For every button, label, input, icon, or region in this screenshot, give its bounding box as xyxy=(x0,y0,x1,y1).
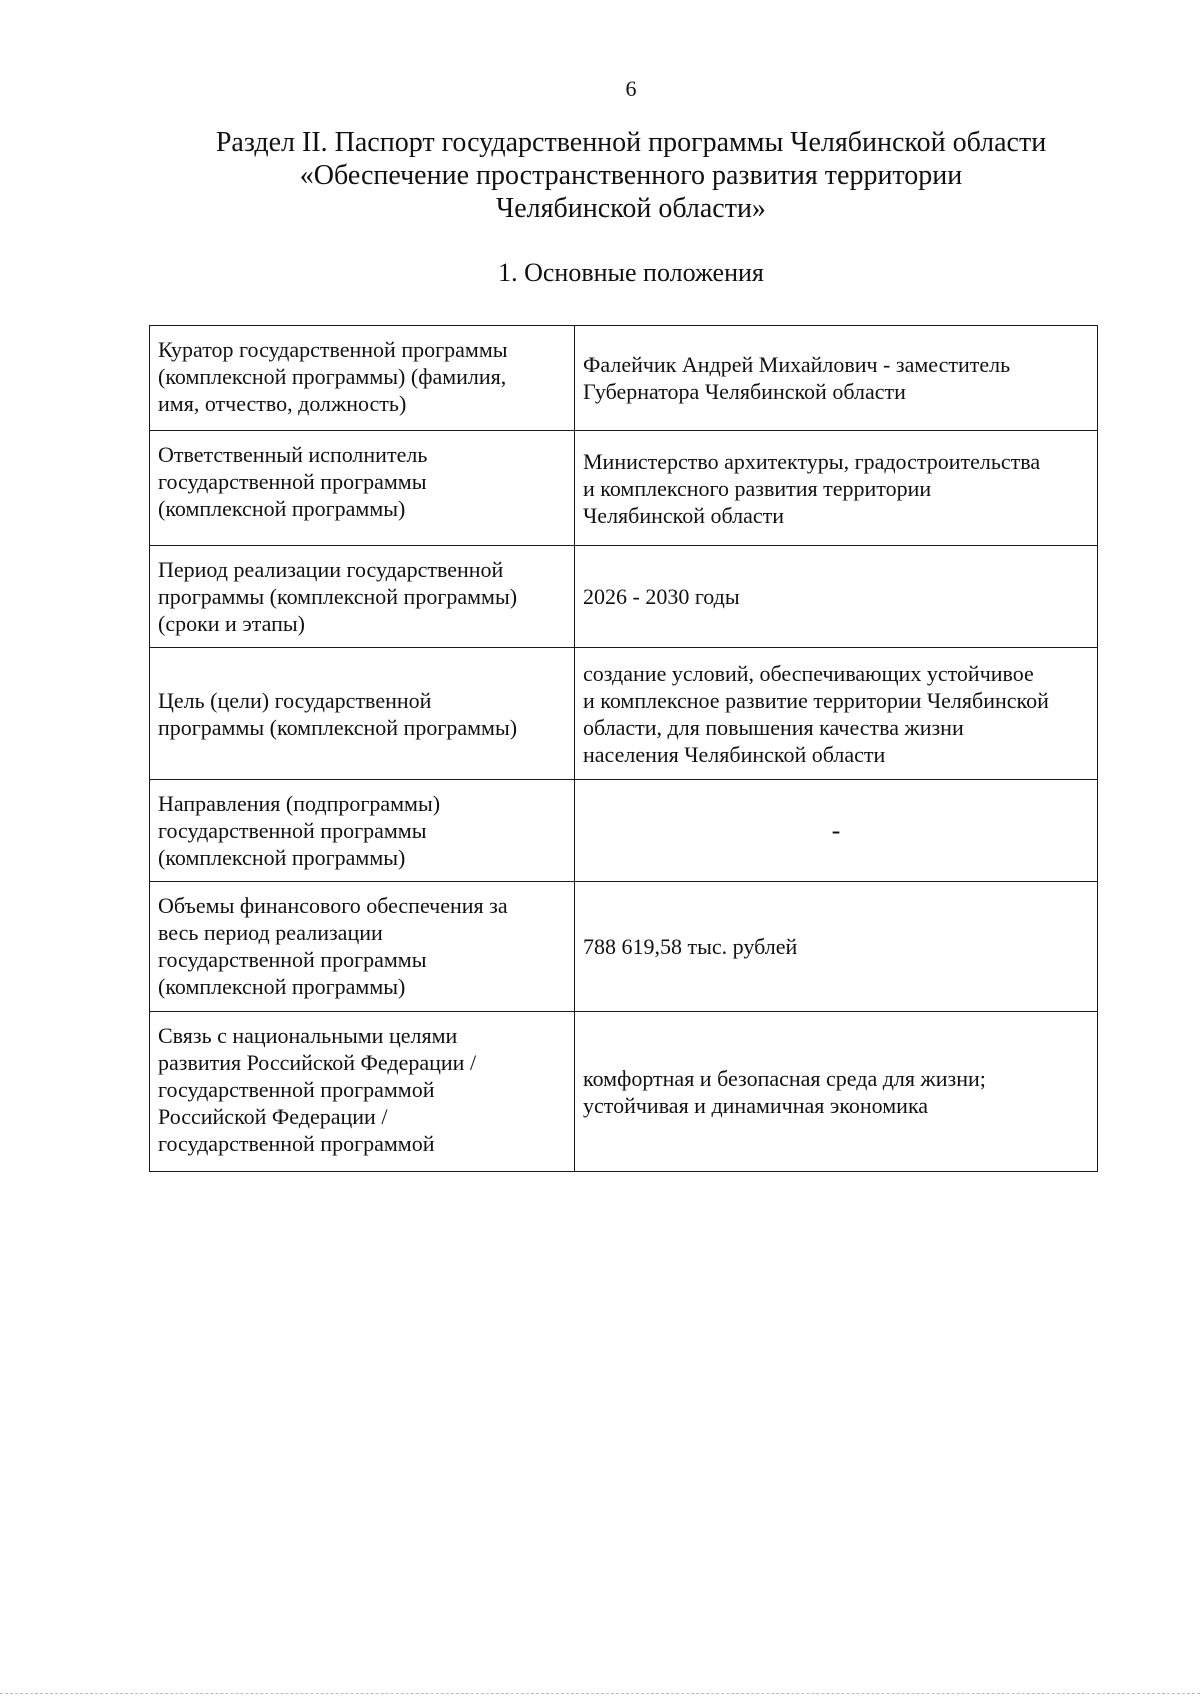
text-line: государственной программы xyxy=(158,818,427,843)
text-line: (комплексной программы) xyxy=(158,496,406,521)
row-value xyxy=(575,431,1098,546)
text-line: (комплексной программы) (фамилия, xyxy=(158,364,507,389)
text-line: Объемы финансового обеспечения за xyxy=(158,893,508,918)
text-line: государственной программы xyxy=(158,469,427,494)
text-line: программы (комплексной программы) xyxy=(158,714,518,740)
text-line: Фалейчик Андрей Михайлович - заместитель xyxy=(583,352,1011,377)
row-label xyxy=(150,648,575,780)
text-line: Период реализации государственной xyxy=(158,557,504,582)
row-label xyxy=(150,780,575,882)
row-label xyxy=(150,1012,575,1172)
row-value xyxy=(575,1012,1098,1172)
text-line: Ответственный исполнитель xyxy=(158,442,428,467)
row-value xyxy=(575,326,1098,431)
text-line: области, для повышения качества жизни xyxy=(583,714,964,740)
text-line: государственной программой xyxy=(158,1077,435,1102)
title-line: «Обеспечение пространственного развития территории xyxy=(299,160,963,191)
table-row xyxy=(150,326,1098,431)
text-line: комфортная и безопасная среда для жизни; xyxy=(583,1065,986,1091)
row-value xyxy=(575,780,1098,882)
title-line: Челябинской области» xyxy=(496,193,766,224)
text-line: Направления (подпрограммы) xyxy=(158,791,441,816)
text-line: 2026 - 2030 годы xyxy=(583,584,740,609)
table-row xyxy=(150,780,1098,882)
text-line: и комплексное развитие территории Челябинской xyxy=(583,687,1049,713)
text-line: имя, отчество, должность) xyxy=(158,391,407,416)
table-row xyxy=(150,1012,1098,1172)
row-label xyxy=(150,546,575,648)
text-line: устойчивая и динамичная экономика xyxy=(583,1092,929,1118)
text-line: Связь с национальными целями xyxy=(158,1023,458,1048)
section-heading: 1. Основные положения xyxy=(498,258,764,287)
text-line: Российской Федерации / xyxy=(158,1104,388,1129)
text-line: и комплексного развития территории xyxy=(583,475,932,501)
text-line: государственной программы xyxy=(158,947,427,972)
row-value xyxy=(575,882,1098,1012)
text-line: государственной программой xyxy=(158,1131,435,1156)
text-line: Цель (цели) государственной xyxy=(158,687,432,713)
table-row xyxy=(150,882,1098,1012)
text-line: программы (комплексной программы) xyxy=(158,584,518,609)
text-line: (комплексной программы) xyxy=(158,974,406,999)
table-row xyxy=(150,546,1098,648)
text-line: Губернатора Челябинской области xyxy=(583,379,906,404)
text-line: развития Российской Федерации / xyxy=(158,1050,477,1075)
text-line: Куратор государственной программы xyxy=(158,337,508,362)
passport-table xyxy=(149,325,1098,1172)
text-line: 788 619,58 тыс. рублей xyxy=(583,934,798,959)
row-value xyxy=(575,546,1098,648)
text-line: (сроки и этапы) xyxy=(158,611,306,636)
text-line: весь период реализации xyxy=(158,920,383,945)
scan-edge-line xyxy=(0,1693,1200,1694)
text-line: создание условий, обеспечивающих устойчивое xyxy=(583,660,1034,686)
row-label xyxy=(150,326,575,431)
text-line: населения Челябинской области xyxy=(583,741,886,767)
row-label xyxy=(150,882,575,1012)
text-line: Министерство архитектуры, градостроительства xyxy=(583,448,1041,474)
page-number: 6 xyxy=(625,76,637,101)
document-title xyxy=(0,126,1200,225)
row-value xyxy=(575,648,1098,780)
row-label xyxy=(150,431,575,546)
table-row xyxy=(150,648,1098,780)
text-line: - xyxy=(831,816,841,845)
text-line: (комплексной программы) xyxy=(158,845,406,870)
title-line: Раздел II. Паспорт государственной программы Челябинской области xyxy=(215,127,1047,158)
text-line: Челябинской области xyxy=(583,502,785,528)
table-row xyxy=(150,431,1098,546)
